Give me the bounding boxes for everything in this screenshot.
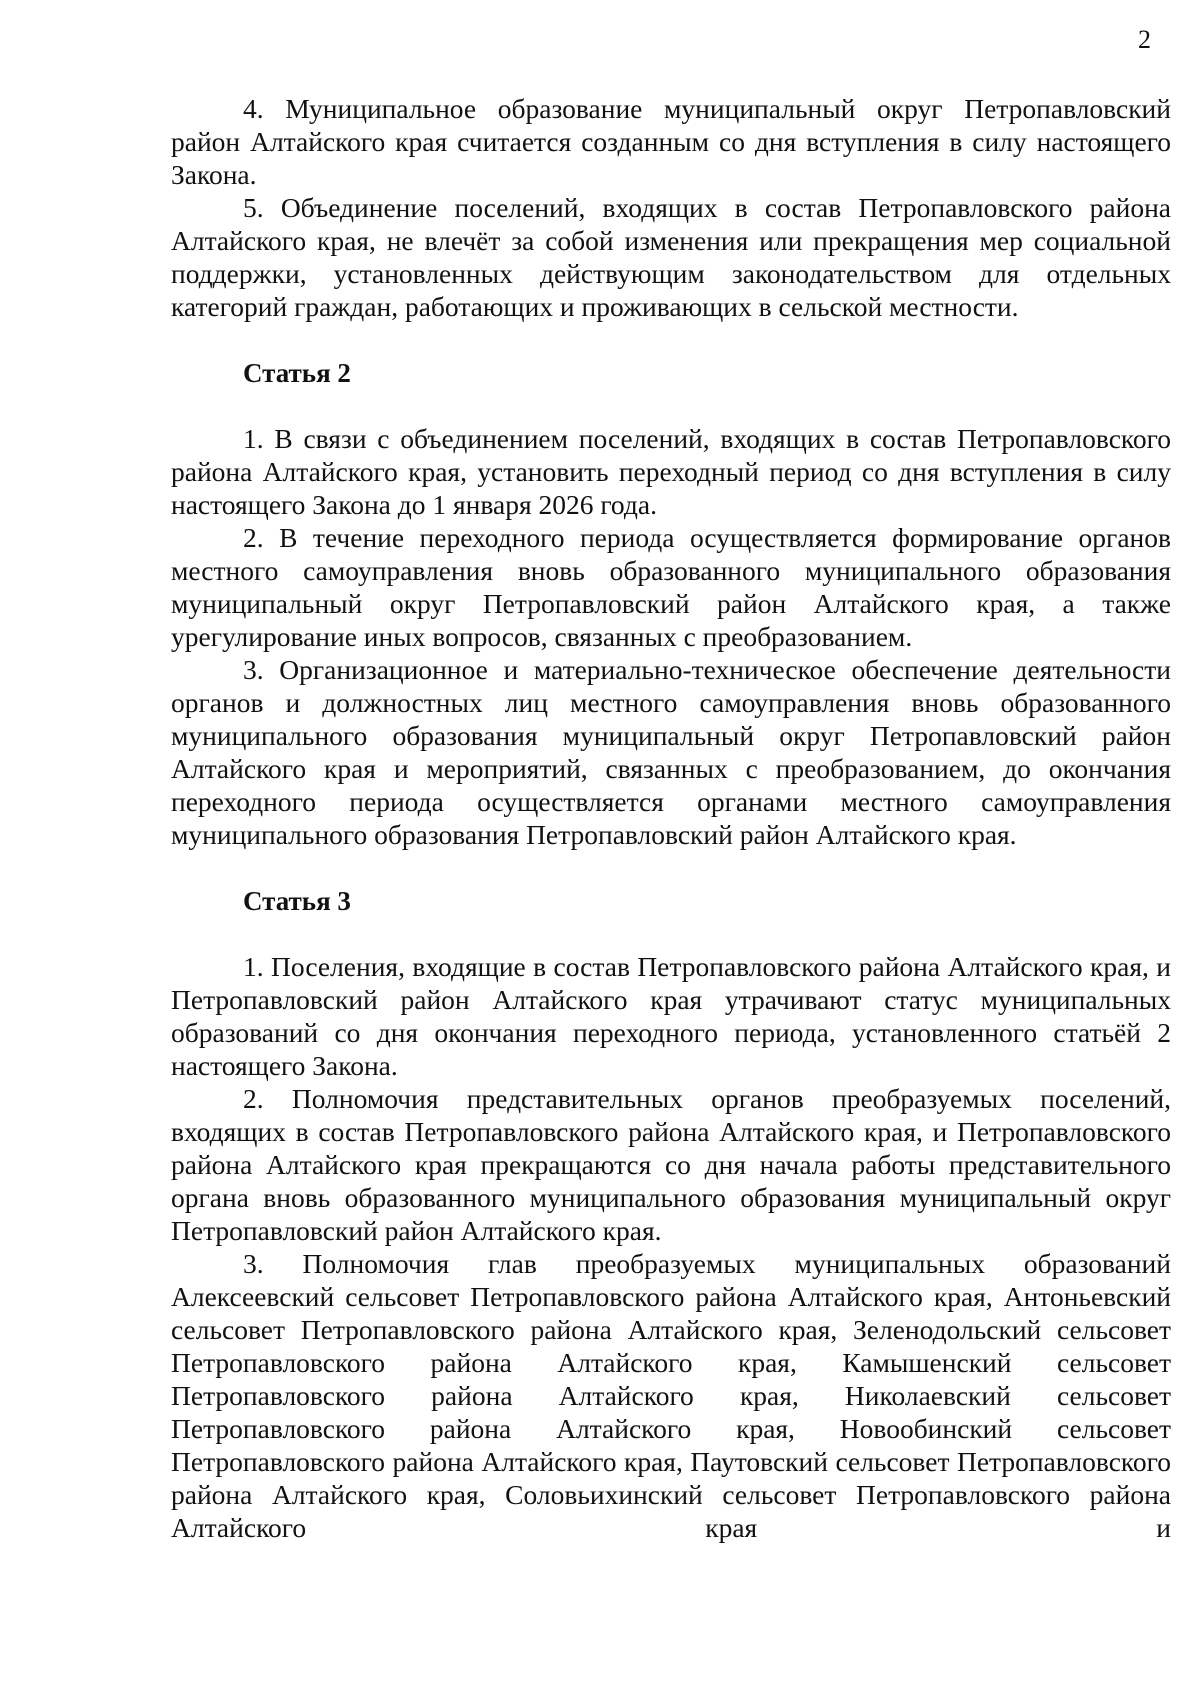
article-2-paragraph-3: 3. Организационное и материально-техническое обеспечение деятельности органов и должностных лиц местного самоуправления вновь образованного муниципального образования муниципальный округ Петропавловский район Алтайского края и мероприятий, связанных с преобразованием, до окончания переходного периода осуществляется органами местного самоуправления муниципального образования Петропавловский район Алтайского края. — [171, 654, 1171, 850]
article-3-paragraph-3: 3. Полномочия глав преобразуемых муниципальных образований Алексеевский сельсовет Петропавловского района Алтайского края, Антоньевский сельсовет Петропавловского района Алтайского края, Зеленодольский сельсовет Петропавловского района Алтайского края, Камышенский сельсовет Петропавловского района Алтайского края, Николаевский сельсовет Петропавловского района Алтайского края, Новообинский сельсовет Петропавловского района Алтайского края, Паутовский сельсовет Петропавловского района Алтайского края, Соловьихинский сельсовет Петропавловского района Алтайского края и — [171, 1248, 1171, 1543]
article-heading-2: Статья 2 — [243, 358, 351, 388]
paragraph-5: 5. Объединение поселений, входящих в состав Петропавловского района Алтайского края, не влечёт за собой изменения или прекращения мер социальной поддержки, установленных действующим законодательством для отдельных категорий граждан, работающих и проживающих в сельской местности. — [171, 192, 1171, 322]
paragraph-4: 4. Муниципальное образование муниципальный округ Петропавловский район Алтайского края считается созданным со дня вступления в силу настоящего Закона. — [171, 93, 1171, 190]
article-2-paragraph-1: 1. В связи с объединением поселений, входящих в состав Петропавловского района Алтайского края, установить переходный период со дня вступления в силу настоящего Закона до 1 января 2026 года. — [171, 423, 1171, 520]
article-3-paragraph-2: 2. Полномочия представительных органов преобразуемых поселений, входящих в состав Петропавловского района Алтайского края, и Петропавловского района Алтайского края прекращаются со дня начала работы представительного органа вновь образованного муниципального образования муниципальный округ Петропавловский район Алтайского края. — [171, 1083, 1171, 1246]
article-3-paragraph-1: 1. Поселения, входящие в состав Петропавловского района Алтайского края, и Петропавловский район Алтайского края утрачивают статус муниципальных образований со дня окончания переходного периода, установленного статьёй 2 настоящего Закона. — [171, 951, 1171, 1081]
document-body — [171, 92, 1171, 1544]
page-number: 2 — [1138, 25, 1151, 54]
article-heading-3: Статья 3 — [243, 886, 351, 916]
article-2-paragraph-2: 2. В течение переходного периода осуществляется формирование органов местного самоуправления вновь образованного муниципального образования муниципальный округ Петропавловский район Алтайского края, а также урегулирование иных вопросов, связанных с преобразованием. — [171, 522, 1171, 652]
